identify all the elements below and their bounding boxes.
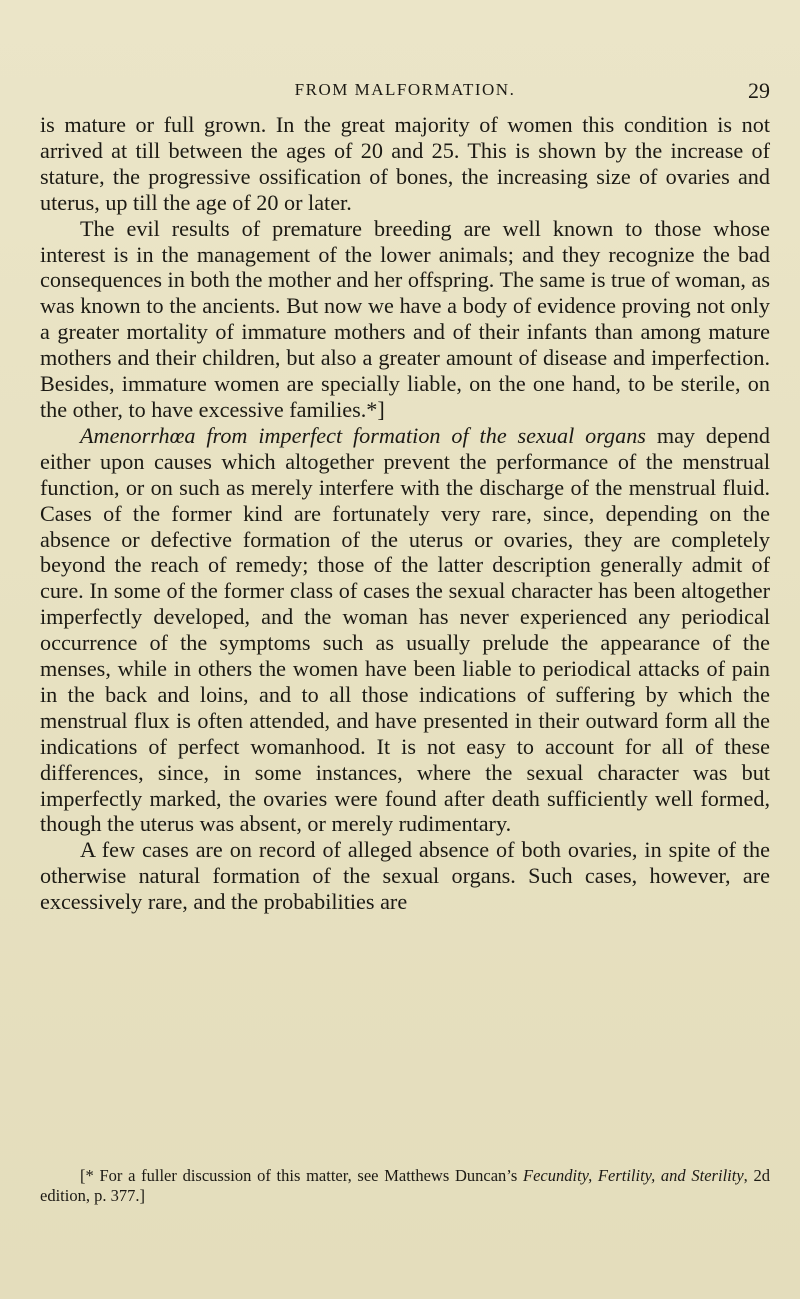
paragraph xyxy=(40,423,770,838)
paragraph xyxy=(40,216,770,423)
paragraph xyxy=(40,112,770,216)
body-text xyxy=(40,112,770,915)
footnote-lead: [* For a fuller discussion of this matter, see Matthews Duncan’s xyxy=(80,1166,524,1185)
paragraph-text: A few cases are on record of alleged absence of both ovaries, in spite of the otherwise natural formation of the sexual organs. Such cases, however, are excessively rare, and the probabilities are xyxy=(40,837,770,915)
footnote-book-title: Fecundity, Fertility, and Sterility xyxy=(523,1166,744,1185)
footnote-text xyxy=(40,1166,770,1206)
page-number: 29 xyxy=(748,78,770,103)
paragraph xyxy=(40,837,770,915)
section-heading-italic: Amenorrhœa from imperfect formation of the sexual organs xyxy=(80,422,646,448)
footnote-tail: , 2d edition, p. 377.] xyxy=(40,1166,770,1205)
page-header xyxy=(40,78,770,108)
paragraph-text: is mature or full grown. In the great majority of women this condition is not arrived at till between the ages of 20 and 25. This is shown by the increase of stature, the progressive ossification of bones, the increasing size of ovaries and uterus, up till the age of 20 or later. xyxy=(40,112,770,215)
paragraph-text: The evil results of premature breeding are well known to those whose interest is in the management of the lower animals; and they recognize the bad consequences in both the mother and her offspring. The same is true of woman, as was known to the ancients. But now we have a body of evidence proving not only a greater mortality of immature mothers and of their infants than among mature mothers and their children, but also a greater amount of disease and imperfection. Besides, immature women are specially liable, on the one hand, to be sterile, on the other, to have excessive families.*] xyxy=(40,215,770,422)
paragraph-text: may depend either upon causes which altogether prevent the performance of the menstrual function, or on such as merely interfere with the discharge of the menstrual fluid. Cases of the former kind are fortunately very rare, since, depending on the absence or defective formation of the uterus or ovaries, they are completely beyond the reach of remedy; those of the latter description generally admit of cure. In some of the former class of cases the sexual character has been altogether imperfectly developed, and the woman has never experienced any periodical occurrence of the symptoms such as usually prelude the appearance of the menses, while in others the women have been liable to periodical attacks of pain in the back and loins, and to all those indications of suffering by which the menstrual flux is often attended, and have presented in their outward form all the indications of perfect womanhood. It is not easy to account for all of these differences, since, in some instances, where the sexual character was but imperfectly marked, the ovaries were found after death sufficiently well formed, though the uterus was absent, or merely rudimentary. xyxy=(40,422,770,837)
running-title: FROM MALFORMATION. xyxy=(294,80,516,99)
footnote xyxy=(40,1166,770,1206)
